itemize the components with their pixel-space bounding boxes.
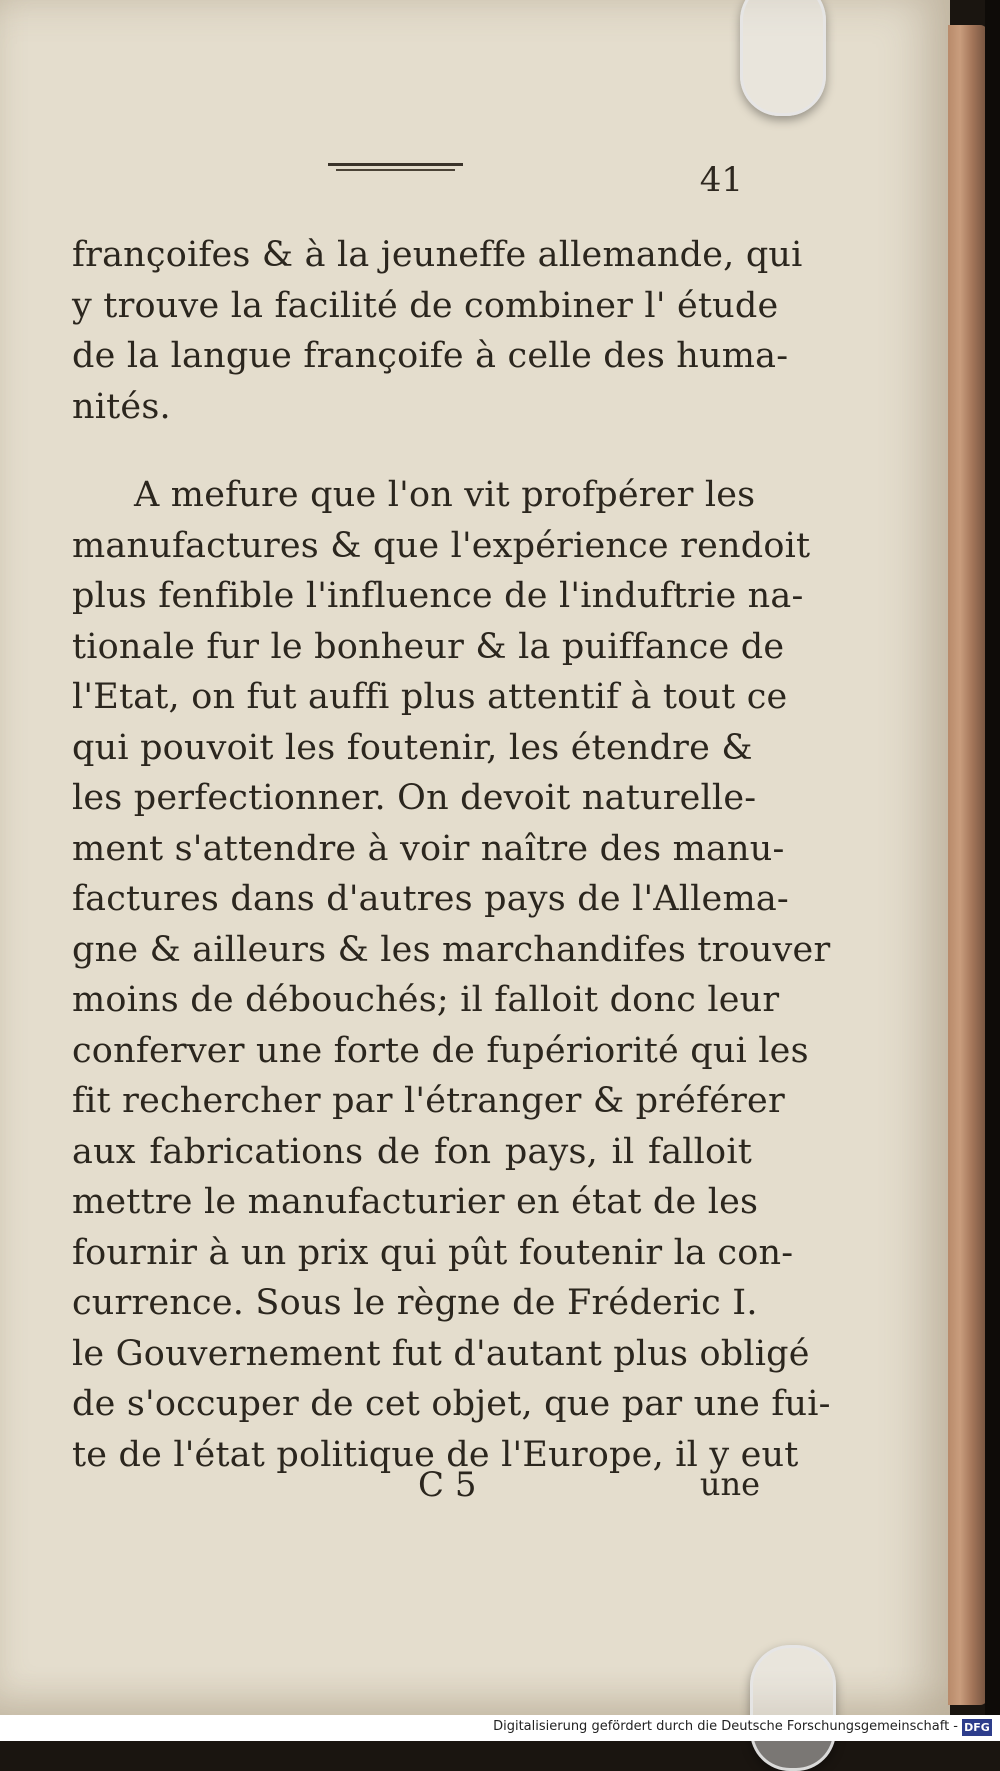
text-line: fit rechercher par l'étranger & préférer bbox=[72, 1081, 785, 1121]
text-line: nités. bbox=[72, 386, 171, 427]
text-line: françoifes & à la jeuneffe allemande, qui bbox=[72, 235, 803, 275]
binding-shadow bbox=[985, 0, 1000, 1741]
catchword: une bbox=[699, 1465, 760, 1503]
signature-mark: C 5 bbox=[418, 1465, 477, 1505]
text-line: gne & ailleurs & les marchandifes trouver bbox=[72, 929, 831, 970]
funding-credit: Digitalisierung gefördert durch die Deutsche Forschungsgemeinschaft - bbox=[493, 1719, 958, 1734]
text-line: A mefure que l'on vit profpérer les bbox=[134, 475, 756, 515]
digitization-footer bbox=[0, 1715, 1000, 1741]
text-line: ment s'attendre à voir naître des manu- bbox=[72, 828, 785, 869]
text-line: currence. Sous le règne de Fréderic I. bbox=[72, 1283, 758, 1323]
paragraph-1 bbox=[72, 230, 803, 432]
text-line: factures dans d'autres pays de l'Allema- bbox=[72, 879, 789, 919]
text-line: le Gouvernement fut d'autant plus obligé bbox=[72, 1333, 810, 1374]
text-line: plus fenfible l'influence de l'induftrie na- bbox=[72, 576, 804, 616]
page-clip-top bbox=[740, 0, 826, 116]
text-line: moins de débouchés; il falloit donc leur bbox=[72, 980, 780, 1020]
page-number: 41 bbox=[699, 160, 743, 200]
text-line: te de l'état politique de l'Europe, il y eut bbox=[72, 1434, 799, 1475]
text-line: de la langue françoife à celle des huma- bbox=[72, 336, 789, 376]
page-footer-marks bbox=[410, 1465, 760, 1515]
header-ornament bbox=[328, 163, 463, 175]
text-line: manufactures & que l'expérience rendoit bbox=[72, 525, 811, 566]
text-line: qui pouvoit les foutenir, les étendre & bbox=[72, 727, 753, 768]
paragraph-2 bbox=[72, 470, 831, 1480]
text-line: y trouve la facilité de combiner l' étude bbox=[72, 285, 779, 326]
text-line: de s'occuper de cet objet, que par une fui- bbox=[72, 1384, 831, 1424]
text-line: l'Etat, on fut auffi plus attentif à tout ce bbox=[72, 677, 788, 717]
page-clip-bottom bbox=[750, 1645, 836, 1771]
text-line: fournir à un prix qui pût foutenir la con- bbox=[72, 1232, 794, 1273]
text-line: les perfectionner. On devoit naturelle- bbox=[72, 778, 757, 818]
body-text bbox=[72, 230, 831, 1480]
page-edges bbox=[948, 25, 988, 1705]
dfg-logo: DFG bbox=[962, 1719, 992, 1736]
text-line: aux fabrications de fon pays, il falloit bbox=[72, 1131, 752, 1172]
text-line: tionale fur le bonheur & la puiffance de bbox=[72, 626, 785, 667]
text-line: mettre le manufacturier en état de les bbox=[72, 1182, 759, 1222]
text-line: conferver une forte de fupériorité qui les bbox=[72, 1030, 809, 1071]
